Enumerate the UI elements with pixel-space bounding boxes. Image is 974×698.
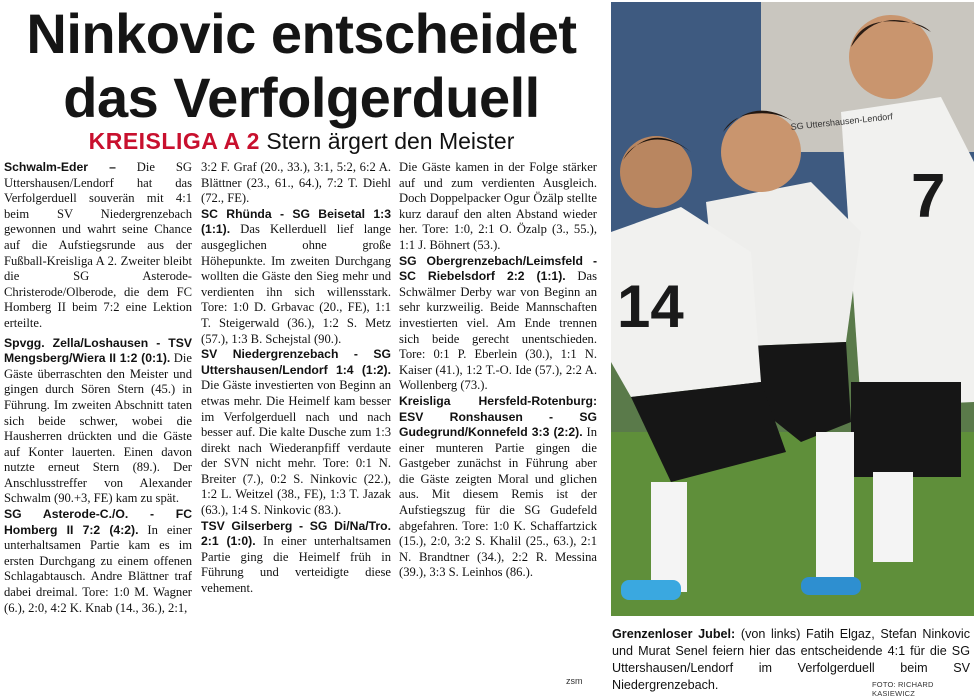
match-text: Das Schwälmer Derby war von Beginn an sehr kurzweilig. Beide Mannschaften investierten viel. Am Ende trennen sich beide gerecht unentschieden. Tore: 0:1 P. Eberlein (30.), 1:1 N. Kaiser (41.), 1:2 T.-O. Ide (57.), 2:2 A. Wollenberg (73.). [399,269,598,393]
caption-text: (von links) Fatih Elgaz, Stefan Ninkovic und Murat Senel feiern hier das entscheidende 4:1 für die SG Uttershausen/Lendorf im Verfolgerduell beim SV Niedergrenzebach. [612,627,970,692]
player-middle-head [721,112,801,192]
lead-text: Die SG Uttershausen/Lendorf hat das Verfolgerduell souverän mit 4:1 beim SV Niedergrenzebach gewonnen und wahrt seine Chance auf die Aufstiegsrunde aus der Fußball-Kreisliga A 2. Zweiter bleibt die SG Asterode-Christerode/Olberode, die dem FC Homberg II beim 7:2 eine Lektion erteilte. [4,160,192,330]
match-text: Das Kellerduell lief lange ausgeglichen ohne große Höhepunkte. Im zweiten Durchgang wollten die Gäste den Sieg mehr und verdienten ihn sich willensstark. Tore: 1:0 D. Grbavac (20., FE), 1:1 T. Steigerwald (36.), 1:2 S. Metz (57.), 1:3 B. Schejstal (90.). [201,222,391,346]
match-title: SG Asterode-C./O. - FC Homberg II 7:2 (4:2). [4,507,192,537]
match-report [4,336,192,508]
photo-credit: FOTO: RICHARD KASIEWICZ [872,680,934,698]
match-title: Spvgg. Zella/Loshausen - TSV Mengsberg/Wiera II 1:2 (0:1). [4,335,192,366]
headline-line-1: Ninkovic entscheidet [26,2,577,65]
headline-line-2: das Verfolgerduell [63,66,540,129]
match-report [201,207,391,347]
player-middle-leg [816,432,854,582]
player-right-head [849,15,933,99]
jersey-number-left: 14 [617,273,684,340]
match-text: In einer munteren Partie gingen die Gastgeber zunächst in Führung aber die Gäste zeigten Moral und glichen aus. Mit diesem Remis ist der Aufstiegszug für die SG Gudefeld abgefahren. Tore: 1:0 K. Schaffartzick (15.), 2:0, 3:2 S. Khalil (25., 63.), 2:1 N. Brandtner (34.), 2:2 R. Messina (39.), 3:3 S. Leinhos (86.). [399,425,598,580]
article-column-2 [201,160,391,597]
caption-bold-lead: Grenzenloser Jubel: [612,627,736,641]
match-text: Die Gäste überraschten den Meister und gingen durch Sören Stern (45.) in Führung. Im zweiten Abschnitt taten sich beide schwer, wobei die Hausherren drückten und die Gäste auf Konter lauerten. Einen davon nutzte erneut Stern (89.). Der Anschlusstreffer von Alexander Schwalm (90.+3, FE) kam zu spät. [4,351,192,506]
celebration-photo [611,2,974,616]
player-left-leg [651,482,687,592]
lead-paragraph [4,160,192,332]
match-report [201,519,391,597]
subheadline-text: Stern ärgert den Meister [266,128,515,154]
continued-text: Die Gäste kamen in der Folge stärker auf und zum verdienten Ausgleich. Doch Doppelpacker Ogur Özälp stellte kurz darauf den alten Abstand wieder her. Tore: 1:0, 2:1 O. Özalp (3., 55.), 1:1 J. Böhnert (53.). [399,160,597,252]
match-title: SC Rhünda - SG Beisetal 1:3 (1:1). [201,206,391,237]
match-report [201,347,391,519]
photo-illustration [611,2,974,616]
headline [0,2,603,130]
match-title: SV Niedergrenzebach - SG Uttershausen/Lendorf 1:4 (1:2). [201,347,391,377]
match-report [4,507,192,616]
player-right-shirt [841,97,974,407]
lead-place: Schwalm-Eder – [4,160,116,174]
shirt-sponsor-text: SG Uttershausen-Lendorf [790,111,894,132]
article-column-3 [399,160,597,581]
subheadline [0,126,603,156]
player-left-boot [621,580,681,600]
match-title: Kreisliga Hersfeld-Rotenburg: ESV Ronshausen - SG Gudegrund/Konnefeld 3:3 (2:2). [399,393,597,440]
player-left-head [620,136,692,208]
jersey-number-right: 7 [911,162,946,231]
match-title: SG Obergrenzebach/Leimsfeld - SC Riebelsdorf 2:2 (1:1). [399,253,597,284]
player-right-leg [873,472,913,562]
article-column-1 [4,160,192,616]
match-text: In einer unterhaltsamen Partie kam es im ersten Durchgang zu einem offenen Schlagabtausch. Andre Blättner traf dabei dreimal. Tore: 1:0 M. Wagner (6.), 2:0, 4:2 K. Knab (14., 36.), 2:1, [4,522,192,615]
match-title: TSV Gilserberg - SG Di/Na/Tro. 2:1 (1:0). [201,518,391,549]
match-report [399,394,597,581]
player-right-shorts [851,382,961,477]
match-text: In einer unterhaltsamen Partie ging die Heimelf früh in Führung und verteidigte diese vehement. [201,534,391,596]
match-text: Die Gäste investierten von Beginn an etwas mehr. Die Heimelf kam besser im Verfolgerduell nach und nach besser auf. Die kalte Dusche zum 1:3 direkt nach Wiederanpfiff verdaute der SVN nicht mehr. Tore: 0:1 N. Breiter (7.), 0:2 S. Ninkovic (22.), 1:2 L. Weitzel (38., FE), 1:3 T. Jazak (63.), 1:4 S. Ninkovic (83.). [201,378,391,518]
continued-text: 3:2 F. Graf (20., 33.), 3:1, 5:2, 6:2 A. Blättner (23., 61., 64.), 7:2 T. Diehl (72., FE). [201,160,391,206]
match-report [399,254,597,394]
kicker-label: KREISLIGA A 2 [88,128,260,154]
author-signature: zsm [566,676,583,686]
player-middle-boot [801,577,861,595]
